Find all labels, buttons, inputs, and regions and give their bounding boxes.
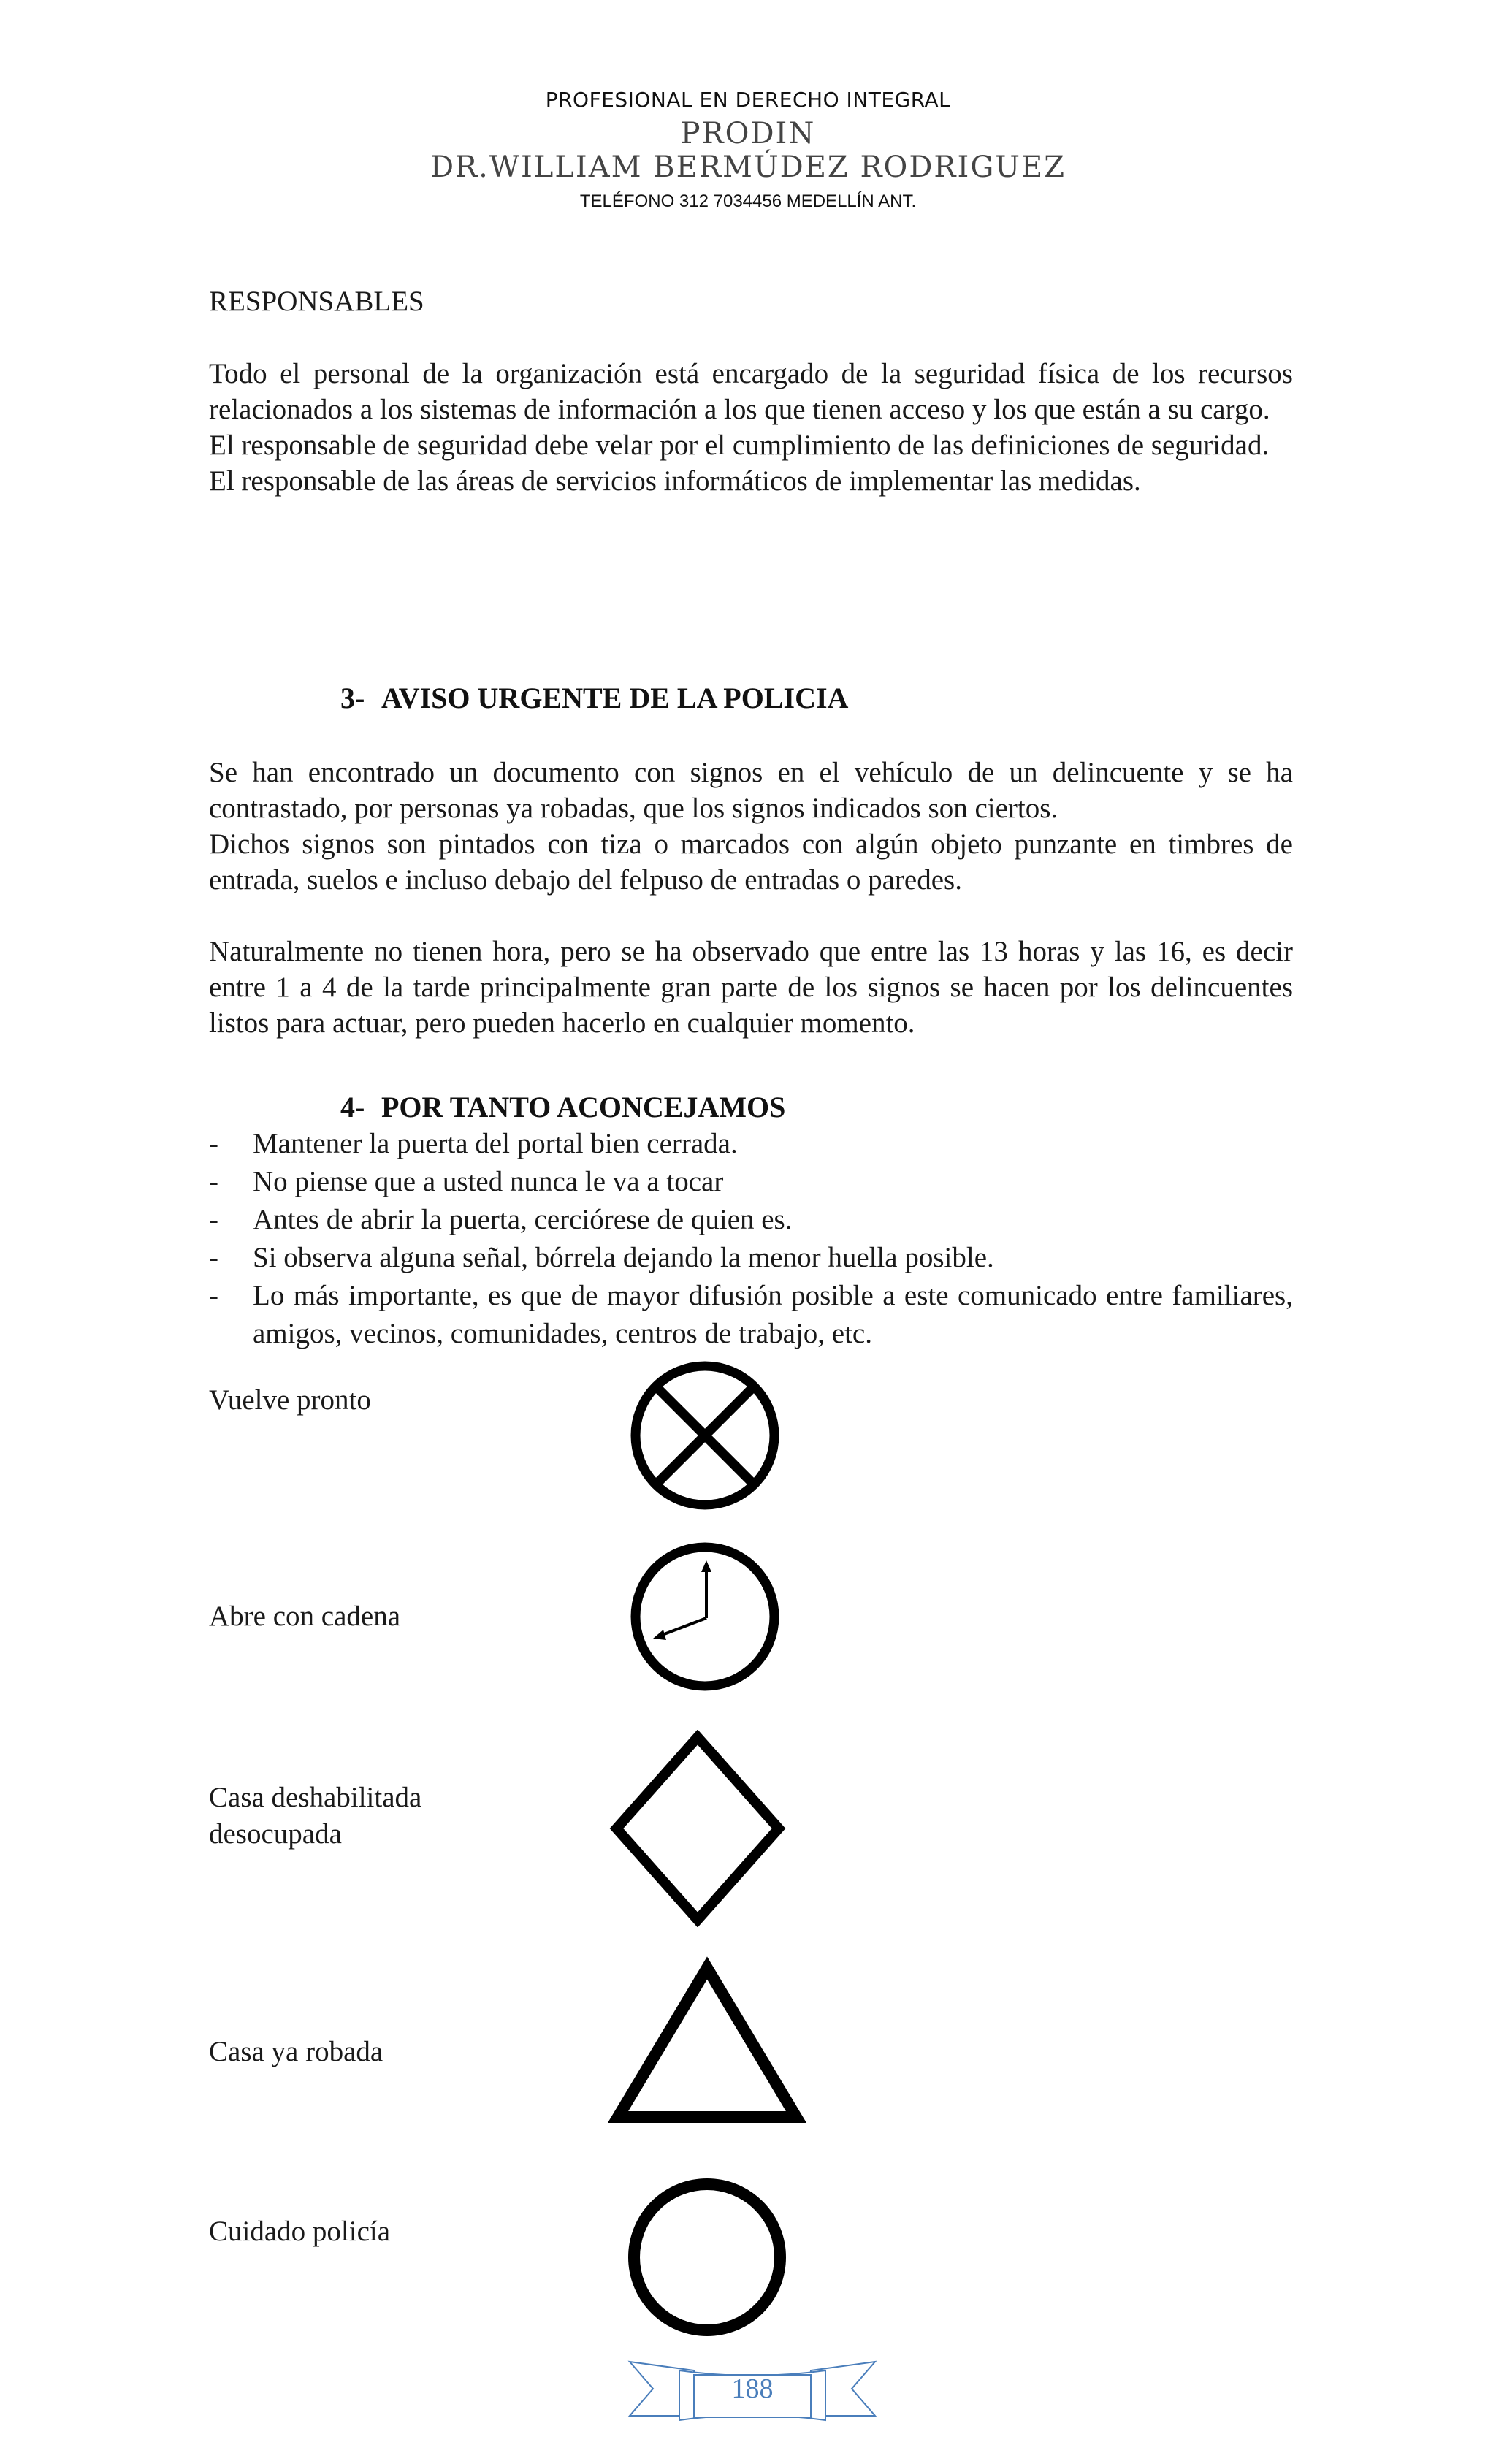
sign-label-casa-ya-robada: Casa ya robada [209, 2036, 383, 2067]
header-line-name: DR.WILLIAM BERMÚDEZ RODRIGUEZ [430, 150, 1066, 184]
header-line-phone: TELÉFONO 312 7034456 MEDELLÍN ANT. [579, 191, 917, 211]
triangle-icon [605, 1952, 809, 2127]
sign-label-vuelve-pronto: Vuelve pronto [209, 1384, 371, 1416]
crossed-circle-icon [630, 1360, 780, 1511]
responsables-body [209, 356, 1293, 499]
advice-list-item: - No piense que a usted nunca le va a tocar [209, 1166, 724, 1197]
section-4-heading [340, 1090, 785, 1124]
circle-icon [627, 2177, 787, 2338]
advice-list [209, 1125, 1293, 1353]
section-3-paragraph-3: Naturalmente no tienen hora, pero se ha observado que entre las 13 horas y las 16, es decir entre 1 a 4 de la tarde principalmente gran parte de los signos se hacen por los delincuentes listos para actuar, pero pueden hacerlo en cualquier momento. [209, 936, 1293, 1039]
section-3-paragraph-2: Dichos signos son pintados con tiza o marcados con algún objeto punzante en timbres de entrada, suelos e incluso debajo del felpuso de entradas o paredes. [209, 828, 1293, 896]
section-3-title: AVISO URGENTE DE LA POLICIA [381, 682, 849, 714]
sign-label-casa-deshabilitada: Casa deshabilitada desocupada [209, 1782, 422, 1850]
section-4-title: POR TANTO ACONCEJAMOS [381, 1091, 786, 1124]
sign-label-abre-con-cadena: Abre con cadena [209, 1601, 401, 1632]
advice-list-item: - Antes de abrir la puerta, cerciórese de quien es. [209, 1204, 793, 1235]
header-line-organization: PROFESIONAL EN DERECHO INTEGRAL [545, 88, 951, 112]
section-3-heading [340, 681, 848, 715]
section-3-body [209, 755, 1293, 898]
sign-label-cuidado-policia: Cuidado policía [209, 2216, 391, 2247]
advice-list-item: - Mantener la puerta del portal bien cerrada. [209, 1128, 738, 1159]
section-3-paragraph-1: Se han encontrado un documento con signos en el vehículo de un delincuente y se ha contrastado, por personas ya robadas, que los signos indicados son ciertos. [209, 757, 1293, 824]
responsables-paragraph-3: El responsable de las áreas de servicios informáticos de implementar las medidas. [209, 465, 1141, 497]
section-4-number: 4- [340, 1091, 365, 1124]
page-number: 188 [731, 2373, 774, 2404]
section-3-number: 3- [340, 682, 365, 714]
header-line-acronym: PRODIN [680, 117, 816, 150]
clock-icon [630, 1541, 780, 1692]
advice-list-item: - Lo más importante, es que de mayor difusión posible a este comunicado entre familiares, amigos, vecinos, comunidades, centros de trabajo, etc. [209, 1280, 1293, 1349]
advice-list-item: - Si observa alguna señal, bórrela dejando la menor huella posible. [209, 1242, 994, 1273]
responsables-paragraph-1: Todo el personal de la organización está encargado de la seguridad física de los recursos relacionados a los sistemas de información a los que tienen acceso y los que están a su cargo. [209, 358, 1293, 425]
responsables-paragraph-2: El responsable de seguridad debe velar por el cumplimiento de las definiciones de seguridad. [209, 430, 1270, 461]
diamond-icon [608, 1730, 787, 1927]
responsables-title: RESPONSABLES [209, 286, 424, 317]
